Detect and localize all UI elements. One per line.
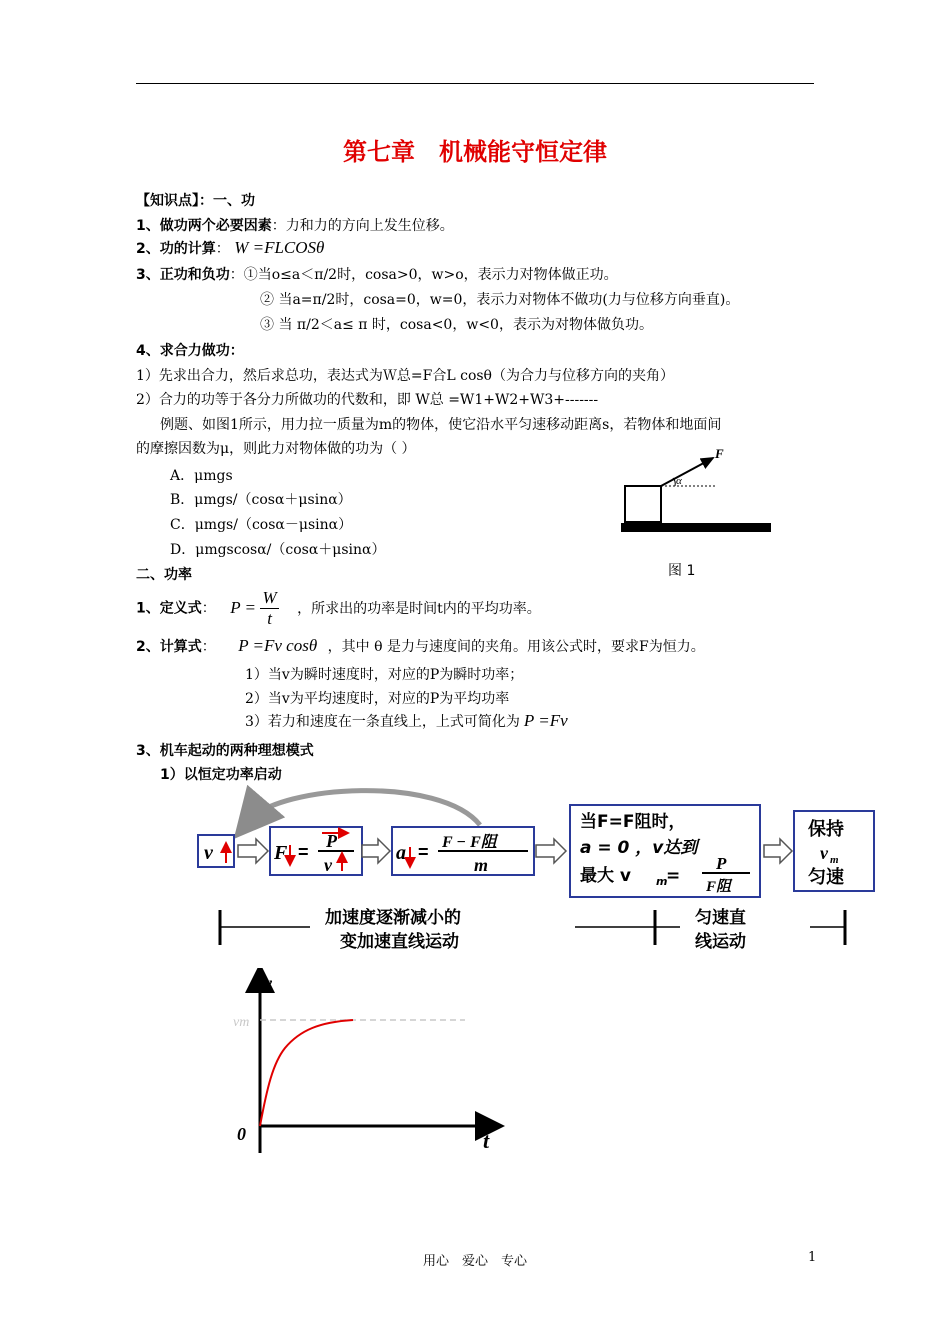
option-d: D．μmgscosα/（cosα＋μsinα）: [170, 542, 386, 558]
box-condition-num: P: [716, 854, 727, 873]
figure-caption: 图 1: [668, 563, 696, 579]
page-number: 1: [808, 1250, 817, 1265]
work-line-3: [136, 264, 618, 284]
work-line-4-2: 2）合力的功等于各分力所做功的代数和，即 W总 =W1+W2+W3+-------: [136, 392, 599, 408]
velocity-curve: [260, 1020, 353, 1126]
work-line-4-label: 4、求合力做功：: [136, 343, 244, 359]
power-calc-colon: ：: [201, 639, 216, 655]
angle-label: α: [676, 475, 682, 487]
box-accel-left: a: [396, 842, 406, 864]
power-calc-text: ，其中 θ 是力与速度间的夹角。用该公式时，要求F为恒力。: [327, 639, 705, 655]
header-rule: [136, 83, 814, 84]
stage-2-line-2: 线运动: [695, 932, 746, 952]
box-keep-line-2b: m: [830, 854, 839, 866]
option-a: A．μmgs: [170, 468, 233, 484]
stage-1-line-1: 加速度逐渐减小的: [325, 908, 461, 928]
flow-arrow-4: [764, 839, 792, 863]
box-condition-line-1: 当F=F阻时，: [580, 812, 686, 832]
power-heading: 二、功率: [136, 567, 192, 583]
power-def-text: ，所求出的功率是时间t内的平均功率。: [297, 600, 541, 617]
work-line-2-colon: ：: [215, 241, 230, 257]
power-calc: [136, 636, 705, 656]
power-def-label: 1、定义式: [136, 600, 202, 617]
force-arrow: [661, 458, 713, 486]
power-calc-label: 2、计算式: [136, 639, 202, 655]
work-line-2: [136, 238, 324, 258]
work-line-2-label: 2、功的计算: [136, 241, 216, 257]
flow-arrow-2: [362, 839, 390, 863]
box-condition-line-3b: m: [656, 875, 668, 888]
origin-label: 0: [237, 1124, 246, 1144]
knowledge-heading: 【知识点】：一、功: [136, 193, 255, 209]
box-force-num: P: [326, 831, 337, 851]
example-line-2: 的摩擦因数为μ，则此力对物体做的功为（ ）: [136, 441, 416, 457]
flow-arrow-1: [238, 839, 268, 863]
box-velocity-label: v: [204, 842, 213, 864]
work-line-4-1: 1）先求出合力，然后求总功，表达式为Ｗ总=F合L cosθ（为合力与位移方向的夹角）: [136, 368, 674, 384]
box-keep-line-2: v: [820, 843, 828, 863]
work-line-1: [136, 215, 454, 235]
example-line-1: 例题、如图1所示，用力拉一质量为m的物体，使它沿水平匀速移动距离s，若物体和地面间: [160, 417, 722, 433]
work-line-3-label: 3、正功和负功: [136, 267, 230, 283]
box-condition-line-3c: =: [666, 866, 681, 886]
box-keep-line-3: 匀速: [808, 867, 844, 888]
work-line-1-text: ：力和力的方向上发生位移。: [271, 218, 454, 234]
power-calc-2: 2）当v为平均速度时，对应的P为平均功率: [245, 691, 510, 707]
power-definition: [136, 588, 541, 629]
startup-heading: 3、机车起动的两种理想模式: [136, 743, 314, 759]
startup-subheading: 1）以恒定功率启动: [160, 767, 282, 783]
option-c: C．μmgs/（cosα－μsinα）: [170, 517, 353, 533]
work-formula: W =FLCOSθ: [234, 238, 325, 257]
power-def-den: t: [267, 609, 272, 628]
vt-graph: [225, 968, 515, 1163]
box-keep-line-1: 保持: [808, 819, 844, 840]
work-line-3-c: ③ 当 π/2＜a≤ π 时，cosa<0，w<0，表示为对物体做负功。: [260, 317, 653, 333]
feedback-arc-arrow: [250, 791, 480, 825]
vm-label: vm: [233, 1015, 250, 1030]
box-condition-line-3a: 最大 v: [580, 866, 631, 886]
chapter-title: 第七章 机械能守恒定律: [343, 138, 607, 166]
x-axis-label: t: [483, 1128, 490, 1153]
power-calc-formula: P =Fv cosθ: [238, 636, 318, 655]
block: [625, 486, 661, 522]
option-b: B．μmgs/（cosα＋μsinα）: [170, 492, 352, 508]
footer-text: 用心 爱心 专心: [422, 1254, 527, 1269]
power-def-p: P =: [230, 597, 257, 617]
work-line-1-label: 1、做功两个必要因素: [136, 218, 272, 234]
power-calc-1: 1）当v为瞬时速度时，对应的P为瞬时功率；: [245, 667, 524, 683]
power-def-fraction: [260, 588, 278, 629]
box-accel-num: F − F阻: [442, 834, 497, 851]
stage-2-line-1: 匀速直: [695, 908, 746, 928]
ground: [621, 523, 771, 532]
power-calc-3: [245, 711, 568, 731]
box-force-eq: =: [298, 842, 309, 862]
work-line-3-b: ② 当a=π/2时，cosa=0，w=0，表示力对物体不做功(力与位移方向垂直)。: [260, 292, 740, 308]
power-def-num: W: [262, 588, 277, 607]
force-label: F: [715, 446, 724, 461]
y-axis-label: v: [263, 973, 272, 995]
work-line-3-a: ：①当o≤a＜π/2时，cosa>0，w>o，表示力对物体做正功。: [229, 267, 618, 283]
stage-1-line-2: 变加速直线运动: [340, 932, 459, 952]
box-accel-den: m: [474, 855, 489, 875]
flow-arrow-3: [536, 839, 566, 863]
power-calc-3-text: 3）若力和速度在一条直线上，上式可简化为: [245, 714, 520, 730]
startup-flow-diagram: [190, 785, 880, 955]
box-accel-eq: =: [418, 842, 429, 862]
box-force-den: v: [324, 855, 332, 875]
box-condition-line-2: a = 0 ，v达到: [580, 838, 698, 858]
box-condition-den: F阻: [706, 879, 732, 895]
figure-1: [615, 440, 775, 540]
box-force-left: F: [274, 842, 288, 864]
power-calc-3-formula: P =Fv: [523, 711, 568, 730]
power-def-colon: ：: [201, 600, 216, 617]
